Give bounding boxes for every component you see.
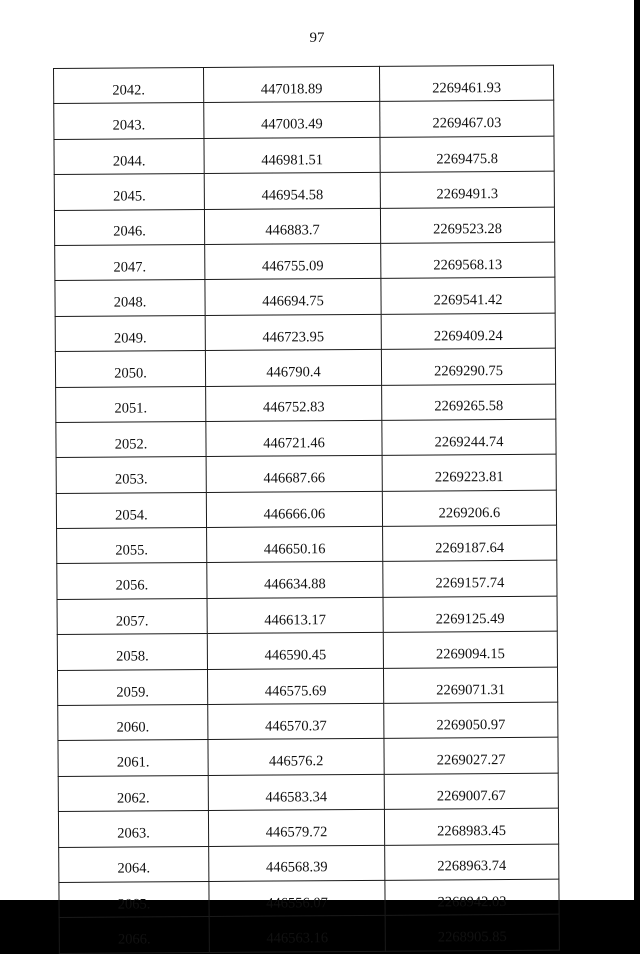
coordinates-table-body bbox=[54, 65, 560, 953]
x-coordinate-cell: 446721.46 bbox=[206, 420, 382, 457]
x-coordinate-cell: 447003.49 bbox=[204, 102, 380, 139]
table-row bbox=[55, 278, 555, 317]
y-coordinate-cell: 2269187.64 bbox=[383, 525, 557, 562]
point-id-cell: 2048. bbox=[55, 280, 205, 316]
coordinates-table bbox=[53, 65, 560, 954]
y-coordinate-cell: 2269475.8 bbox=[380, 136, 554, 173]
y-coordinate-cell: 2268905.85 bbox=[385, 915, 559, 952]
y-coordinate-cell: 2268983.45 bbox=[384, 808, 558, 845]
y-coordinate-cell: 2269027.27 bbox=[384, 738, 558, 775]
table-row bbox=[55, 348, 555, 387]
x-coordinate-cell: 446563.16 bbox=[209, 916, 385, 953]
point-id-cell: 2061. bbox=[58, 740, 208, 776]
table-row bbox=[57, 667, 557, 706]
point-id-cell: 2047. bbox=[55, 244, 205, 280]
point-id-cell: 2060. bbox=[58, 705, 208, 741]
y-coordinate-cell: 2269071.31 bbox=[383, 667, 557, 704]
point-id-cell: 2045. bbox=[54, 174, 204, 210]
point-id-cell: 2046. bbox=[54, 209, 204, 245]
point-id-cell: 2064. bbox=[59, 846, 209, 882]
x-coordinate-cell: 447018.89 bbox=[204, 66, 380, 103]
y-coordinate-cell: 2268942.03 bbox=[385, 879, 559, 916]
x-coordinate-cell: 446883.7 bbox=[204, 208, 380, 245]
x-coordinate-cell: 446634.88 bbox=[207, 562, 383, 599]
point-id-cell: 2065. bbox=[59, 881, 209, 917]
x-coordinate-cell: 446556.07 bbox=[209, 880, 385, 917]
x-coordinate-cell: 446579.72 bbox=[208, 810, 384, 847]
coordinates-table-wrapper bbox=[53, 65, 559, 954]
page-number: 97 bbox=[309, 30, 325, 46]
y-coordinate-cell: 2269467.03 bbox=[380, 101, 554, 138]
point-id-cell: 2058. bbox=[57, 634, 207, 670]
x-coordinate-cell: 446694.75 bbox=[205, 279, 381, 316]
point-id-cell: 2054. bbox=[56, 492, 206, 528]
point-id-cell: 2062. bbox=[58, 775, 208, 811]
table-row bbox=[55, 242, 555, 281]
point-id-cell: 2042. bbox=[54, 68, 204, 104]
table-row bbox=[56, 384, 556, 423]
point-id-cell: 2055. bbox=[57, 528, 207, 564]
table-row bbox=[54, 101, 554, 140]
table-row bbox=[56, 454, 556, 493]
table-row bbox=[57, 561, 557, 600]
x-coordinate-cell: 446981.51 bbox=[204, 137, 380, 174]
x-coordinate-cell: 446568.39 bbox=[209, 845, 385, 882]
point-id-cell: 2044. bbox=[54, 138, 204, 174]
table-row bbox=[55, 313, 555, 352]
x-coordinate-cell: 446575.69 bbox=[207, 668, 383, 705]
table-row bbox=[57, 596, 557, 635]
y-coordinate-cell: 2269523.28 bbox=[380, 207, 554, 244]
y-coordinate-cell: 2269157.74 bbox=[383, 561, 557, 598]
y-coordinate-cell: 2269541.42 bbox=[381, 278, 555, 315]
x-coordinate-cell: 446613.17 bbox=[207, 597, 383, 634]
x-coordinate-cell: 446723.95 bbox=[205, 314, 381, 351]
y-coordinate-cell: 2269409.24 bbox=[381, 313, 555, 350]
x-coordinate-cell: 446576.2 bbox=[208, 739, 384, 776]
point-id-cell: 2056. bbox=[57, 563, 207, 599]
x-coordinate-cell: 446687.66 bbox=[206, 456, 382, 493]
y-coordinate-cell: 2269491.3 bbox=[380, 171, 554, 208]
x-coordinate-cell: 446583.34 bbox=[208, 774, 384, 811]
y-coordinate-cell: 2269461.93 bbox=[379, 65, 553, 102]
point-id-cell: 2049. bbox=[55, 315, 205, 351]
y-coordinate-cell: 2269290.75 bbox=[381, 348, 555, 385]
table-row bbox=[54, 136, 554, 175]
y-coordinate-cell: 2269265.58 bbox=[382, 384, 556, 421]
y-coordinate-cell: 2269007.67 bbox=[384, 773, 558, 810]
x-coordinate-cell: 446755.09 bbox=[205, 243, 381, 280]
point-id-cell: 2050. bbox=[55, 351, 205, 387]
table-row bbox=[58, 773, 558, 812]
x-coordinate-cell: 446590.45 bbox=[207, 633, 383, 670]
table-row bbox=[56, 419, 556, 458]
table-row bbox=[54, 65, 554, 104]
y-coordinate-cell: 2269050.97 bbox=[384, 702, 558, 739]
table-row bbox=[57, 631, 557, 670]
table-row bbox=[57, 525, 557, 564]
y-coordinate-cell: 2269568.13 bbox=[381, 242, 555, 279]
point-id-cell: 2057. bbox=[57, 598, 207, 634]
x-coordinate-cell: 446666.06 bbox=[206, 491, 382, 528]
table-row bbox=[56, 490, 556, 529]
table-row bbox=[54, 171, 554, 210]
x-coordinate-cell: 446954.58 bbox=[204, 173, 380, 210]
point-id-cell: 2059. bbox=[57, 669, 207, 705]
point-id-cell: 2053. bbox=[56, 457, 206, 493]
x-coordinate-cell: 446790.4 bbox=[205, 349, 381, 386]
point-id-cell: 2063. bbox=[58, 811, 208, 847]
x-coordinate-cell: 446570.37 bbox=[208, 703, 384, 740]
table-row bbox=[59, 915, 559, 954]
table-row bbox=[59, 879, 559, 918]
point-id-cell: 2066. bbox=[59, 917, 209, 953]
y-coordinate-cell: 2269094.15 bbox=[383, 631, 557, 668]
table-row bbox=[58, 808, 558, 847]
table-row bbox=[58, 702, 558, 741]
x-coordinate-cell: 446650.16 bbox=[207, 526, 383, 563]
y-coordinate-cell: 2269206.6 bbox=[382, 490, 556, 527]
y-coordinate-cell: 2269244.74 bbox=[382, 419, 556, 456]
point-id-cell: 2043. bbox=[54, 103, 204, 139]
y-coordinate-cell: 2269223.81 bbox=[382, 454, 556, 491]
y-coordinate-cell: 2269125.49 bbox=[383, 596, 557, 633]
x-coordinate-cell: 446752.83 bbox=[206, 385, 382, 422]
y-coordinate-cell: 2268963.74 bbox=[385, 844, 559, 881]
point-id-cell: 2051. bbox=[56, 386, 206, 422]
table-row bbox=[54, 207, 554, 246]
table-row bbox=[59, 844, 559, 883]
point-id-cell: 2052. bbox=[56, 421, 206, 457]
table-row bbox=[58, 738, 558, 777]
